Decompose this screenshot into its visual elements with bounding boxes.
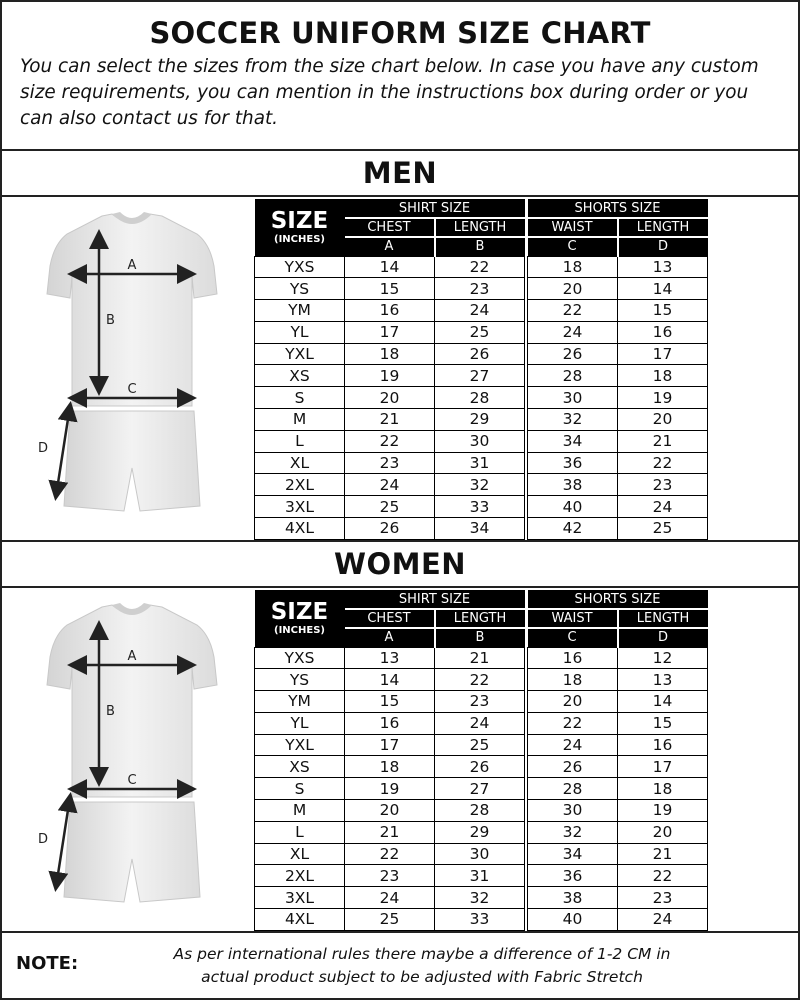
waist-cell: 36 xyxy=(528,452,618,474)
note-line-2: actual product subject to be adjusted with Fabric Stretch xyxy=(201,968,643,986)
shorts-length-cell: 20 xyxy=(618,821,708,843)
key-a-header: A xyxy=(345,628,435,647)
chest-cell: 18 xyxy=(345,343,435,365)
shirt-length-cell: 24 xyxy=(435,300,525,322)
size-label-cell: XS xyxy=(255,365,345,387)
shirt-length-cell: 28 xyxy=(435,387,525,409)
waist-cell: 28 xyxy=(528,365,618,387)
table-row xyxy=(255,843,708,865)
table-row xyxy=(255,300,708,322)
chest-cell: 13 xyxy=(345,647,435,669)
shorts-length-cell: 20 xyxy=(618,409,708,431)
shorts-length-cell: 24 xyxy=(618,909,708,931)
size-label-cell: YXL xyxy=(255,343,345,365)
size-label-cell: YXL xyxy=(255,734,345,756)
section-title: WOMEN xyxy=(2,542,798,588)
key-d-header: D xyxy=(618,628,708,647)
size-label-cell: 3XL xyxy=(255,887,345,909)
waist-cell: 30 xyxy=(528,800,618,822)
shirt-length-cell: 22 xyxy=(435,256,525,278)
label-d: D xyxy=(38,441,49,456)
shirt-length-cell: 24 xyxy=(435,712,525,734)
label-c: C xyxy=(127,382,137,397)
waist-header: WAIST xyxy=(528,609,618,628)
size-unit-label: (INCHES) xyxy=(274,625,325,637)
shorts-length-cell: 13 xyxy=(618,256,708,278)
shorts-length-cell: 23 xyxy=(618,474,708,496)
size-label-cell: YM xyxy=(255,691,345,713)
shirt-length-cell: 31 xyxy=(435,452,525,474)
size-table xyxy=(254,590,708,931)
shorts-length-cell: 21 xyxy=(618,843,708,865)
shorts-length-cell: 13 xyxy=(618,669,708,691)
note-line-1: As per international rules there maybe a difference of 1-2 CM in xyxy=(173,945,671,963)
waist-cell: 28 xyxy=(528,778,618,800)
chest-cell: 14 xyxy=(345,256,435,278)
size-header-label: SIZE xyxy=(270,599,329,626)
shirt-length-header: LENGTH xyxy=(435,609,525,628)
shorts-shape xyxy=(64,411,200,511)
table-row xyxy=(255,778,708,800)
chest-cell: 16 xyxy=(345,300,435,322)
table-row xyxy=(255,865,708,887)
chest-cell: 18 xyxy=(345,756,435,778)
shorts-length-cell: 21 xyxy=(618,430,708,452)
table-row xyxy=(255,756,708,778)
chest-cell: 21 xyxy=(345,821,435,843)
shirt-length-header: LENGTH xyxy=(435,218,525,237)
shorts-length-cell: 17 xyxy=(618,343,708,365)
shirt-length-cell: 22 xyxy=(435,669,525,691)
waist-cell: 24 xyxy=(528,321,618,343)
waist-cell: 32 xyxy=(528,409,618,431)
waist-cell: 20 xyxy=(528,691,618,713)
chest-header: CHEST xyxy=(345,218,435,237)
shirt-length-cell: 31 xyxy=(435,865,525,887)
size-unit-label: (INCHES) xyxy=(274,234,325,246)
shorts-length-cell: 16 xyxy=(618,321,708,343)
size-label-cell: YL xyxy=(255,321,345,343)
size-label-cell: YS xyxy=(255,669,345,691)
table-row xyxy=(255,691,708,713)
shirt-length-cell: 27 xyxy=(435,778,525,800)
size-label-cell: M xyxy=(255,800,345,822)
waist-cell: 38 xyxy=(528,474,618,496)
size-header-label: SIZE xyxy=(270,208,329,235)
shorts-length-cell: 12 xyxy=(618,647,708,669)
waist-cell: 22 xyxy=(528,712,618,734)
shorts-length-header: LENGTH xyxy=(618,609,708,628)
shirt-length-cell: 29 xyxy=(435,821,525,843)
shorts-length-cell: 19 xyxy=(618,387,708,409)
waist-cell: 38 xyxy=(528,887,618,909)
shorts-length-cell: 18 xyxy=(618,778,708,800)
waist-cell: 30 xyxy=(528,387,618,409)
size-label-cell: XL xyxy=(255,452,345,474)
waist-cell: 26 xyxy=(528,756,618,778)
size-label-cell: XL xyxy=(255,843,345,865)
note-box xyxy=(2,931,798,1000)
shorts-length-cell: 17 xyxy=(618,756,708,778)
label-b: B xyxy=(106,313,115,328)
table-row xyxy=(255,387,708,409)
waist-cell: 34 xyxy=(528,843,618,865)
table-row xyxy=(255,321,708,343)
waist-cell: 18 xyxy=(528,669,618,691)
table-row xyxy=(255,365,708,387)
size-label-cell: 4XL xyxy=(255,909,345,931)
shorts-length-cell: 25 xyxy=(618,518,708,540)
table-row xyxy=(255,452,708,474)
section-title: MEN xyxy=(2,151,798,197)
shirt-length-cell: 21 xyxy=(435,647,525,669)
waist-cell: 18 xyxy=(528,256,618,278)
note-label: NOTE: xyxy=(16,953,79,974)
key-d-header: D xyxy=(618,237,708,256)
waist-cell: 24 xyxy=(528,734,618,756)
size-section-women xyxy=(2,540,798,929)
size-label-cell: M xyxy=(255,409,345,431)
size-table xyxy=(254,199,708,540)
shorts-size-header: SHORTS SIZE xyxy=(528,199,708,218)
shirt-length-cell: 34 xyxy=(435,518,525,540)
chest-cell: 17 xyxy=(345,734,435,756)
size-header-cell xyxy=(255,590,345,647)
shirt-size-header: SHIRT SIZE xyxy=(345,199,525,218)
shirt-length-cell: 23 xyxy=(435,278,525,300)
table-row xyxy=(255,887,708,909)
waist-cell: 40 xyxy=(528,909,618,931)
size-label-cell: YXS xyxy=(255,256,345,278)
chest-cell: 25 xyxy=(345,909,435,931)
shirt-length-cell: 25 xyxy=(435,734,525,756)
size-label-cell: L xyxy=(255,430,345,452)
chest-cell: 24 xyxy=(345,474,435,496)
key-a-header: A xyxy=(345,237,435,256)
shorts-length-cell: 15 xyxy=(618,300,708,322)
size-label-cell: S xyxy=(255,387,345,409)
waist-cell: 20 xyxy=(528,278,618,300)
size-label-cell: 2XL xyxy=(255,865,345,887)
shorts-length-cell: 22 xyxy=(618,452,708,474)
shirt-length-cell: 26 xyxy=(435,343,525,365)
table-row xyxy=(255,518,708,540)
key-b-header: B xyxy=(435,237,525,256)
chest-cell: 23 xyxy=(345,865,435,887)
chest-cell: 15 xyxy=(345,278,435,300)
table-row xyxy=(255,712,708,734)
size-label-cell: L xyxy=(255,821,345,843)
label-a: A xyxy=(127,649,137,664)
size-header-cell xyxy=(255,199,345,256)
table-row xyxy=(255,430,708,452)
shirt-length-cell: 25 xyxy=(435,321,525,343)
waist-cell: 22 xyxy=(528,300,618,322)
label-a: A xyxy=(127,258,137,273)
size-label-cell: YS xyxy=(255,278,345,300)
shirt-length-cell: 30 xyxy=(435,843,525,865)
key-c-header: C xyxy=(528,237,618,256)
shorts-length-cell: 24 xyxy=(618,496,708,518)
label-c: C xyxy=(127,773,137,788)
table-row xyxy=(255,647,708,669)
table-row xyxy=(255,800,708,822)
chest-header: CHEST xyxy=(345,609,435,628)
shorts-length-cell: 14 xyxy=(618,691,708,713)
shorts-length-cell: 14 xyxy=(618,278,708,300)
shirt-length-cell: 30 xyxy=(435,430,525,452)
header xyxy=(2,2,798,147)
waist-cell: 36 xyxy=(528,865,618,887)
table-row xyxy=(255,256,708,278)
shorts-length-cell: 22 xyxy=(618,865,708,887)
shorts-length-header: LENGTH xyxy=(618,218,708,237)
size-label-cell: 4XL xyxy=(255,518,345,540)
chest-cell: 20 xyxy=(345,387,435,409)
size-label-cell: XS xyxy=(255,756,345,778)
shorts-length-cell: 15 xyxy=(618,712,708,734)
shirt-length-cell: 33 xyxy=(435,909,525,931)
shorts-shape xyxy=(64,802,200,902)
intro-text: You can select the sizes from the size chart below. In case you have any custom size requirements, you can mention in the instructions box during order or you can also contact us for that. xyxy=(20,56,759,129)
shorts-length-cell: 18 xyxy=(618,365,708,387)
key-b-header: B xyxy=(435,628,525,647)
shirt-length-cell: 33 xyxy=(435,496,525,518)
shirt-shape xyxy=(47,605,217,797)
table-row xyxy=(255,474,708,496)
shirt-length-cell: 23 xyxy=(435,691,525,713)
chest-cell: 22 xyxy=(345,430,435,452)
waist-cell: 26 xyxy=(528,343,618,365)
waist-cell: 34 xyxy=(528,430,618,452)
shorts-length-cell: 19 xyxy=(618,800,708,822)
waist-cell: 32 xyxy=(528,821,618,843)
table-row xyxy=(255,278,708,300)
shirt-length-cell: 32 xyxy=(435,887,525,909)
chest-cell: 19 xyxy=(345,365,435,387)
shorts-length-cell: 16 xyxy=(618,734,708,756)
shirt-length-cell: 26 xyxy=(435,756,525,778)
page-title: SOCCER UNIFORM SIZE CHART xyxy=(149,16,651,50)
size-label-cell: YL xyxy=(255,712,345,734)
chest-cell: 25 xyxy=(345,496,435,518)
shirt-shape xyxy=(47,214,217,406)
shirt-length-cell: 28 xyxy=(435,800,525,822)
chest-cell: 23 xyxy=(345,452,435,474)
table-row xyxy=(255,821,708,843)
shorts-size-header: SHORTS SIZE xyxy=(528,590,708,609)
size-label-cell: 3XL xyxy=(255,496,345,518)
waist-cell: 16 xyxy=(528,647,618,669)
size-label-cell: YXS xyxy=(255,647,345,669)
waist-cell: 40 xyxy=(528,496,618,518)
table-row xyxy=(255,669,708,691)
shirt-length-cell: 32 xyxy=(435,474,525,496)
chest-cell: 26 xyxy=(345,518,435,540)
shirt-length-cell: 29 xyxy=(435,409,525,431)
label-b: B xyxy=(106,704,115,719)
chest-cell: 17 xyxy=(345,321,435,343)
size-section-men xyxy=(2,149,798,538)
shirt-length-cell: 27 xyxy=(435,365,525,387)
size-label-cell: 2XL xyxy=(255,474,345,496)
chest-cell: 21 xyxy=(345,409,435,431)
waist-header: WAIST xyxy=(528,218,618,237)
table-row xyxy=(255,496,708,518)
table-row xyxy=(255,734,708,756)
chest-cell: 24 xyxy=(345,887,435,909)
chest-cell: 19 xyxy=(345,778,435,800)
size-label-cell: S xyxy=(255,778,345,800)
shirt-size-header: SHIRT SIZE xyxy=(345,590,525,609)
chest-cell: 14 xyxy=(345,669,435,691)
chest-cell: 15 xyxy=(345,691,435,713)
uniform-diagram xyxy=(32,206,232,526)
note-text xyxy=(122,943,722,989)
uniform-diagram xyxy=(32,597,232,917)
table-row xyxy=(255,343,708,365)
waist-cell: 42 xyxy=(528,518,618,540)
size-label-cell: YM xyxy=(255,300,345,322)
label-d: D xyxy=(38,832,49,847)
key-c-header: C xyxy=(528,628,618,647)
chest-cell: 16 xyxy=(345,712,435,734)
table-row xyxy=(255,409,708,431)
chest-cell: 20 xyxy=(345,800,435,822)
chest-cell: 22 xyxy=(345,843,435,865)
table-row xyxy=(255,909,708,931)
shorts-length-cell: 23 xyxy=(618,887,708,909)
